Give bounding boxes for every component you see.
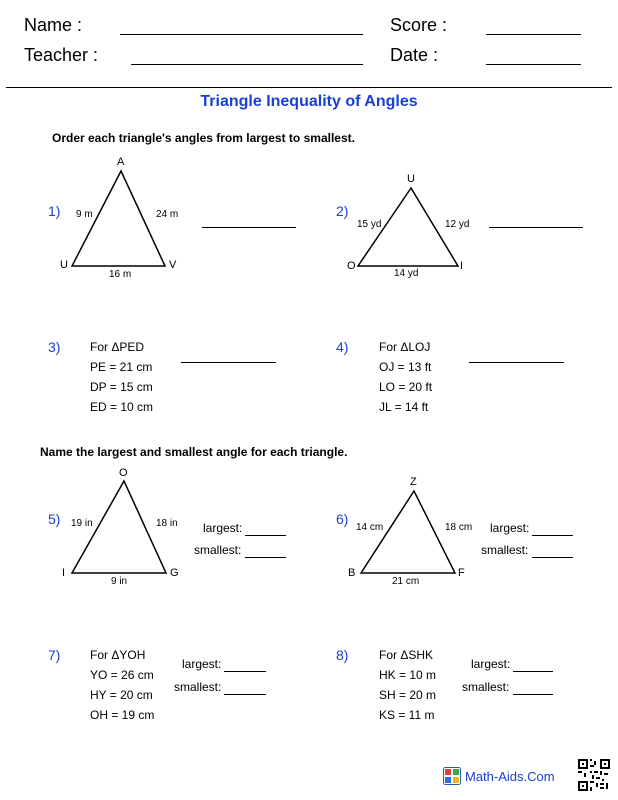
side-measure: HK = 10 m [379, 668, 437, 682]
section1-instruction: Order each triangle's angles from largest to smallest. [52, 131, 355, 145]
side-measure: SH = 20 m [379, 688, 437, 702]
delta-icon: Δ [111, 340, 120, 354]
problem-number: 3) [48, 339, 61, 355]
calculator-icon [443, 767, 461, 785]
brand-text: Math-Aids.Com [465, 769, 555, 784]
largest-answer-line[interactable] [224, 671, 266, 672]
problem-number: 1) [48, 203, 61, 219]
side-measure: ED = 10 cm [90, 400, 154, 414]
vertex-right: V [169, 259, 177, 271]
smallest-label: smallest: [481, 543, 529, 557]
delta-icon: Δ [400, 340, 409, 354]
problem-number: 8) [336, 647, 349, 663]
side-measure: KS = 11 m [379, 708, 435, 722]
vertex-right: G [170, 567, 179, 579]
triangle-name: LOJ [408, 340, 431, 354]
smallest-answer-line[interactable] [513, 694, 553, 695]
for-label: For [379, 340, 397, 354]
side-measure: OJ = 13 ft [379, 360, 432, 374]
side-bottom-label: 14 yd [394, 268, 419, 279]
largest-answer-line[interactable] [532, 535, 573, 536]
vertex-left: I [62, 567, 66, 579]
problem-number: 6) [336, 511, 349, 527]
page-title: Triangle Inequality of Angles [200, 93, 418, 110]
for-label: For [90, 340, 108, 354]
side-measure: PE = 21 cm [90, 360, 153, 374]
vertex-top: Z [410, 476, 417, 488]
triangle-name: PED [119, 340, 145, 354]
problem-number: 5) [48, 511, 61, 527]
side-left-label: 9 m [76, 209, 93, 220]
smallest-answer-line[interactable] [224, 694, 266, 695]
vertex-top: O [119, 467, 128, 479]
problem-number: 4) [336, 339, 349, 355]
side-left-label: 15 yd [357, 219, 382, 230]
side-bottom-label: 16 m [109, 269, 132, 280]
for-label: For [379, 648, 397, 662]
vertex-left: U [60, 259, 68, 271]
largest-label: largest: [490, 521, 530, 535]
side-right-label: 24 m [156, 209, 179, 220]
largest-label: largest: [471, 657, 511, 671]
largest-answer-line[interactable] [513, 671, 553, 672]
triangle-caption [90, 648, 145, 662]
problem-number: 7) [48, 647, 61, 663]
smallest-label: smallest: [194, 543, 242, 557]
smallest-answer-line[interactable] [532, 557, 573, 558]
score-label: Score : [390, 15, 448, 35]
vertex-top: U [407, 173, 415, 185]
triangle-name: YOH [119, 648, 146, 662]
side-right-label: 12 yd [445, 219, 470, 230]
delta-icon: Δ [111, 648, 120, 662]
side-right-label: 18 cm [445, 522, 473, 533]
name-label: Name : [24, 15, 83, 35]
largest-label: largest: [203, 521, 243, 535]
section2-instruction: Name the largest and smallest angle for each triangle. [40, 445, 348, 459]
vertex-right: F [458, 567, 465, 579]
vertex-left: O [347, 260, 356, 272]
smallest-label: smallest: [462, 680, 510, 694]
side-measure: LO = 20 ft [379, 380, 433, 394]
vertex-right: I [460, 260, 464, 272]
side-measure: OH = 19 cm [90, 708, 155, 722]
for-label: For [90, 648, 108, 662]
largest-label: largest: [182, 657, 222, 671]
delta-icon: Δ [400, 648, 409, 662]
side-left-label: 14 cm [356, 522, 384, 533]
triangle-name: SHK [408, 648, 434, 662]
qr-code-icon [577, 758, 611, 792]
side-measure: JL = 14 ft [379, 400, 429, 414]
vertex-top: A [117, 156, 125, 168]
side-measure: HY = 20 cm [90, 688, 153, 702]
problem-number: 2) [336, 203, 349, 219]
side-right-label: 18 in [156, 518, 178, 529]
smallest-label: smallest: [174, 680, 222, 694]
side-left-label: 19 in [71, 518, 93, 529]
side-bottom-label: 9 in [111, 576, 128, 587]
side-measure: DP = 15 cm [90, 380, 153, 394]
side-bottom-label: 21 cm [392, 576, 420, 587]
triangle-caption [379, 648, 433, 662]
vertex-left: B [348, 567, 356, 579]
date-label: Date : [390, 45, 439, 65]
side-measure: YO = 26 cm [90, 668, 154, 682]
teacher-label: Teacher : [24, 45, 99, 65]
